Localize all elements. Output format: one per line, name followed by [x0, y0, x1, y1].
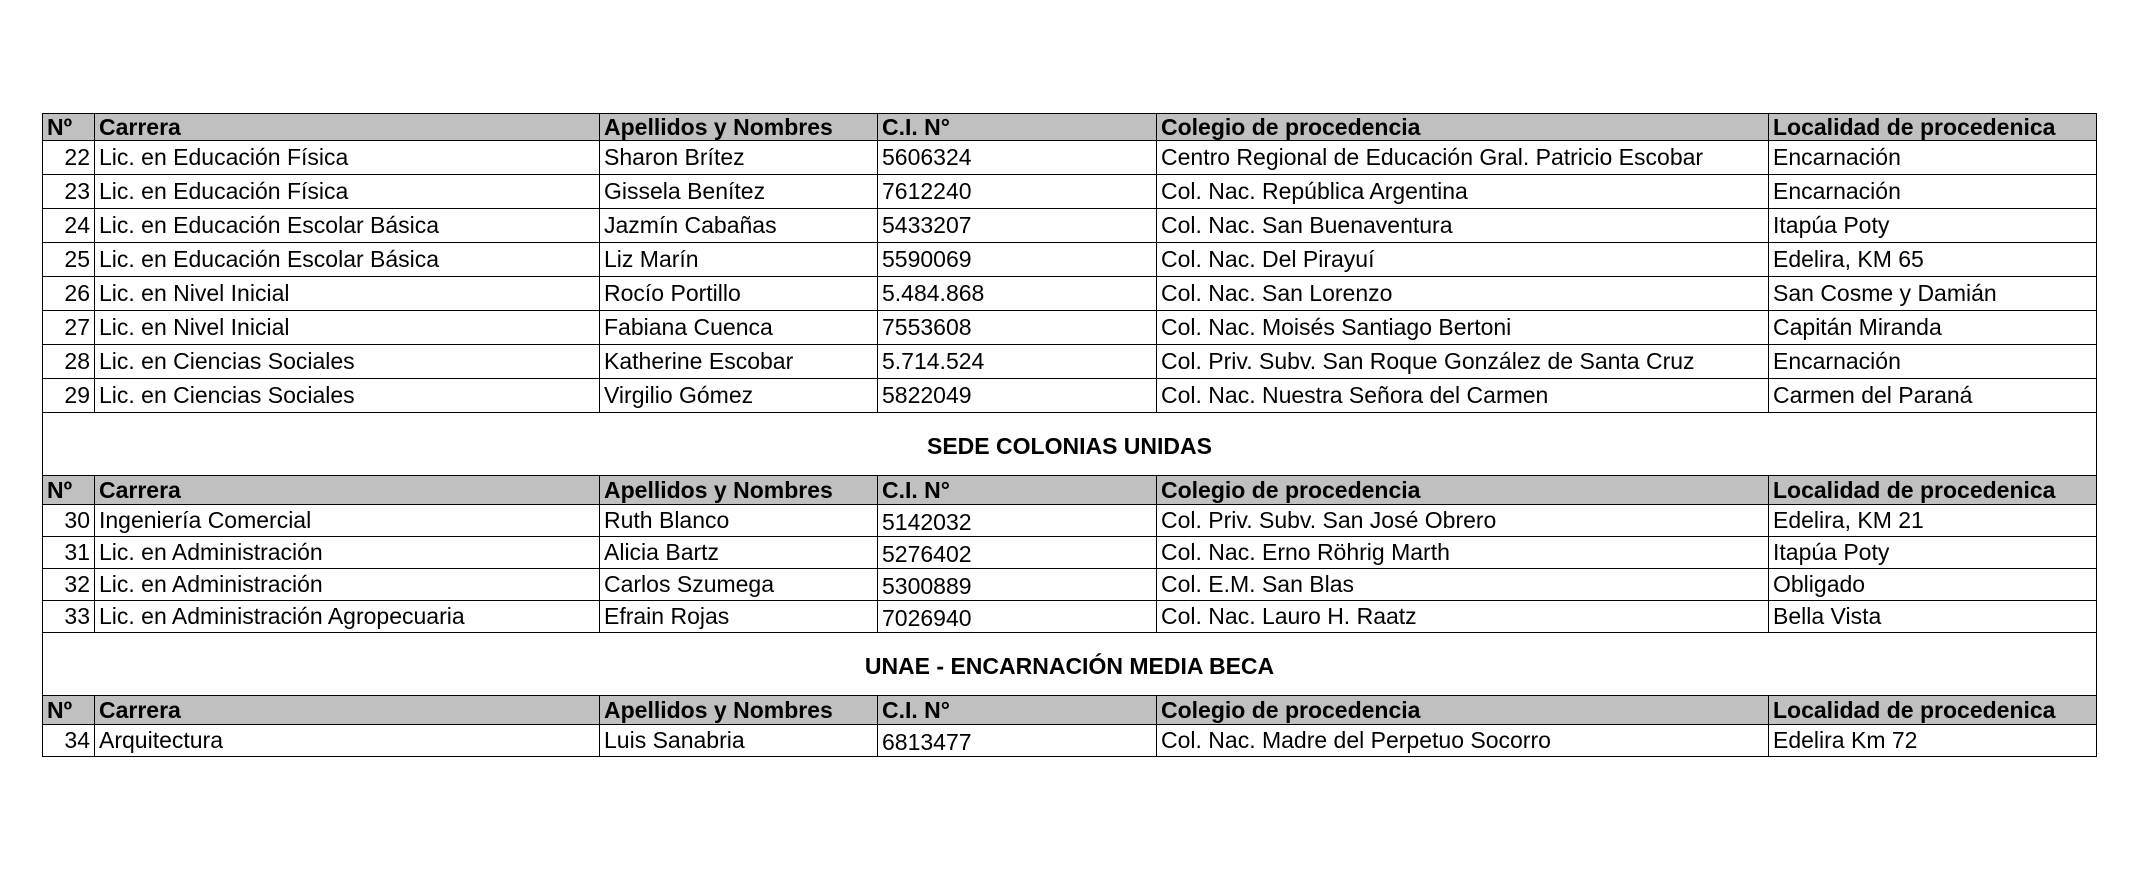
cell-nombre: Alicia Bartz: [600, 537, 878, 569]
cell-ci: 5300889: [878, 569, 1157, 601]
cell-ci: 5433207: [878, 209, 1157, 243]
cell-nombre: Gissela Benítez: [600, 175, 878, 209]
cell-carrera: Lic. en Administración: [95, 537, 600, 569]
cell-carrera: Lic. en Ciencias Sociales: [95, 379, 600, 413]
cell-localidad: Itapúa Poty: [1769, 209, 2097, 243]
cell-carrera: Lic. en Administración: [95, 569, 600, 601]
cell-localidad: San Cosme y Damián: [1769, 277, 2097, 311]
header-row: [43, 696, 2097, 725]
header-number: Nº: [43, 114, 95, 141]
cell-colegio: Col. Nac. Nuestra Señora del Carmen: [1157, 379, 1769, 413]
cell-ci: 5606324: [878, 141, 1157, 175]
cell-number: 23: [43, 175, 95, 209]
cell-localidad: Bella Vista: [1769, 601, 2097, 633]
table-row: [43, 345, 2097, 379]
header-carrera: Carrera: [95, 696, 600, 725]
header-number: Nº: [43, 696, 95, 725]
header-row: [43, 476, 2097, 505]
header-ci: C.I. N°: [878, 476, 1157, 505]
cell-localidad: Itapúa Poty: [1769, 537, 2097, 569]
cell-nombre: Ruth Blanco: [600, 505, 878, 537]
cell-number: 29: [43, 379, 95, 413]
cell-number: 28: [43, 345, 95, 379]
cell-localidad: Edelira, KM 65: [1769, 243, 2097, 277]
cell-localidad: Carmen del Paraná: [1769, 379, 2097, 413]
header-localidad: Localidad de procedenica: [1769, 114, 2097, 141]
cell-ci: 7026940: [878, 601, 1157, 633]
cell-number: 26: [43, 277, 95, 311]
header-nombres: Apellidos y Nombres: [600, 696, 878, 725]
cell-ci: 5.484.868: [878, 277, 1157, 311]
cell-nombre: Efrain Rojas: [600, 601, 878, 633]
cell-colegio: Col. Nac. San Lorenzo: [1157, 277, 1769, 311]
cell-carrera: Lic. en Administración Agropecuaria: [95, 601, 600, 633]
table-row: [43, 601, 2097, 633]
table-row: [43, 725, 2097, 757]
table-row: [43, 175, 2097, 209]
cell-carrera: Lic. en Educación Escolar Básica: [95, 209, 600, 243]
cell-nombre: Carlos Szumega: [600, 569, 878, 601]
cell-ci: 5276402: [878, 537, 1157, 569]
header-number: Nº: [43, 476, 95, 505]
cell-localidad: Encarnación: [1769, 141, 2097, 175]
cell-number: 22: [43, 141, 95, 175]
cell-colegio: Col. Nac. Moisés Santiago Bertoni: [1157, 311, 1769, 345]
cell-number: 27: [43, 311, 95, 345]
section-title-media-beca: UNAE - ENCARNACIÓN MEDIA BECA: [43, 633, 2097, 696]
cell-nombre: Rocío Portillo: [600, 277, 878, 311]
cell-nombre: Virgilio Gómez: [600, 379, 878, 413]
cell-nombre: Luis Sanabria: [600, 725, 878, 757]
cell-number: 31: [43, 537, 95, 569]
cell-colegio: Col. Nac. Madre del Perpetuo Socorro: [1157, 725, 1769, 757]
cell-colegio: Col. Nac. Lauro H. Raatz: [1157, 601, 1769, 633]
table-row: [43, 379, 2097, 413]
cell-localidad: Edelira, KM 21: [1769, 505, 2097, 537]
cell-ci: 6813477: [878, 725, 1157, 757]
table-row: [43, 311, 2097, 345]
header-colegio: Colegio de procedencia: [1157, 114, 1769, 141]
header-localidad: Localidad de procedenica: [1769, 696, 2097, 725]
cell-carrera: Arquitectura: [95, 725, 600, 757]
section-row: [43, 413, 2097, 476]
cell-ci: 7553608: [878, 311, 1157, 345]
cell-number: 32: [43, 569, 95, 601]
cell-nombre: Fabiana Cuenca: [600, 311, 878, 345]
cell-carrera: Lic. en Ciencias Sociales: [95, 345, 600, 379]
header-nombres: Apellidos y Nombres: [600, 114, 878, 141]
cell-ci: 5142032: [878, 505, 1157, 537]
cell-colegio: Col. Nac. Erno Röhrig Marth: [1157, 537, 1769, 569]
table-row: [43, 209, 2097, 243]
cell-ci: 5.714.524: [878, 345, 1157, 379]
cell-colegio: Col. Nac. Del Pirayuí: [1157, 243, 1769, 277]
header-localidad: Localidad de procedenica: [1769, 476, 2097, 505]
cell-localidad: Edelira Km 72: [1769, 725, 2097, 757]
cell-nombre: Sharon Brítez: [600, 141, 878, 175]
table-row: [43, 505, 2097, 537]
cell-carrera: Ingeniería Comercial: [95, 505, 600, 537]
cell-carrera: Lic. en Educación Escolar Básica: [95, 243, 600, 277]
table-body: [43, 114, 2097, 757]
cell-colegio: Col. Nac. San Buenaventura: [1157, 209, 1769, 243]
scholarship-table: [42, 113, 2097, 757]
header-colegio: Colegio de procedencia: [1157, 476, 1769, 505]
header-ci: C.I. N°: [878, 696, 1157, 725]
cell-colegio: Col. Nac. República Argentina: [1157, 175, 1769, 209]
section-row: [43, 633, 2097, 696]
cell-number: 34: [43, 725, 95, 757]
cell-colegio: Centro Regional de Educación Gral. Patricio Escobar: [1157, 141, 1769, 175]
cell-number: 30: [43, 505, 95, 537]
cell-number: 25: [43, 243, 95, 277]
cell-nombre: Jazmín Cabañas: [600, 209, 878, 243]
cell-ci: 7612240: [878, 175, 1157, 209]
cell-localidad: Obligado: [1769, 569, 2097, 601]
header-ci: C.I. N°: [878, 114, 1157, 141]
cell-carrera: Lic. en Nivel Inicial: [95, 311, 600, 345]
cell-colegio: Col. Priv. Subv. San Roque González de Santa Cruz: [1157, 345, 1769, 379]
header-carrera: Carrera: [95, 476, 600, 505]
cell-ci: 5822049: [878, 379, 1157, 413]
table-row: [43, 141, 2097, 175]
table-row: [43, 243, 2097, 277]
cell-ci: 5590069: [878, 243, 1157, 277]
header-row: [43, 114, 2097, 141]
header-nombres: Apellidos y Nombres: [600, 476, 878, 505]
cell-number: 24: [43, 209, 95, 243]
cell-carrera: Lic. en Educación Física: [95, 175, 600, 209]
cell-nombre: Liz Marín: [600, 243, 878, 277]
table-row: [43, 277, 2097, 311]
cell-colegio: Col. E.M. San Blas: [1157, 569, 1769, 601]
cell-carrera: Lic. en Educación Física: [95, 141, 600, 175]
table-row: [43, 537, 2097, 569]
header-colegio: Colegio de procedencia: [1157, 696, 1769, 725]
cell-localidad: Encarnación: [1769, 345, 2097, 379]
cell-localidad: Encarnación: [1769, 175, 2097, 209]
cell-localidad: Capitán Miranda: [1769, 311, 2097, 345]
table-row: [43, 569, 2097, 601]
cell-nombre: Katherine Escobar: [600, 345, 878, 379]
cell-colegio: Col. Priv. Subv. San José Obrero: [1157, 505, 1769, 537]
cell-carrera: Lic. en Nivel Inicial: [95, 277, 600, 311]
cell-number: 33: [43, 601, 95, 633]
header-carrera: Carrera: [95, 114, 600, 141]
section-title-colonias-unidas: SEDE COLONIAS UNIDAS: [43, 413, 2097, 476]
